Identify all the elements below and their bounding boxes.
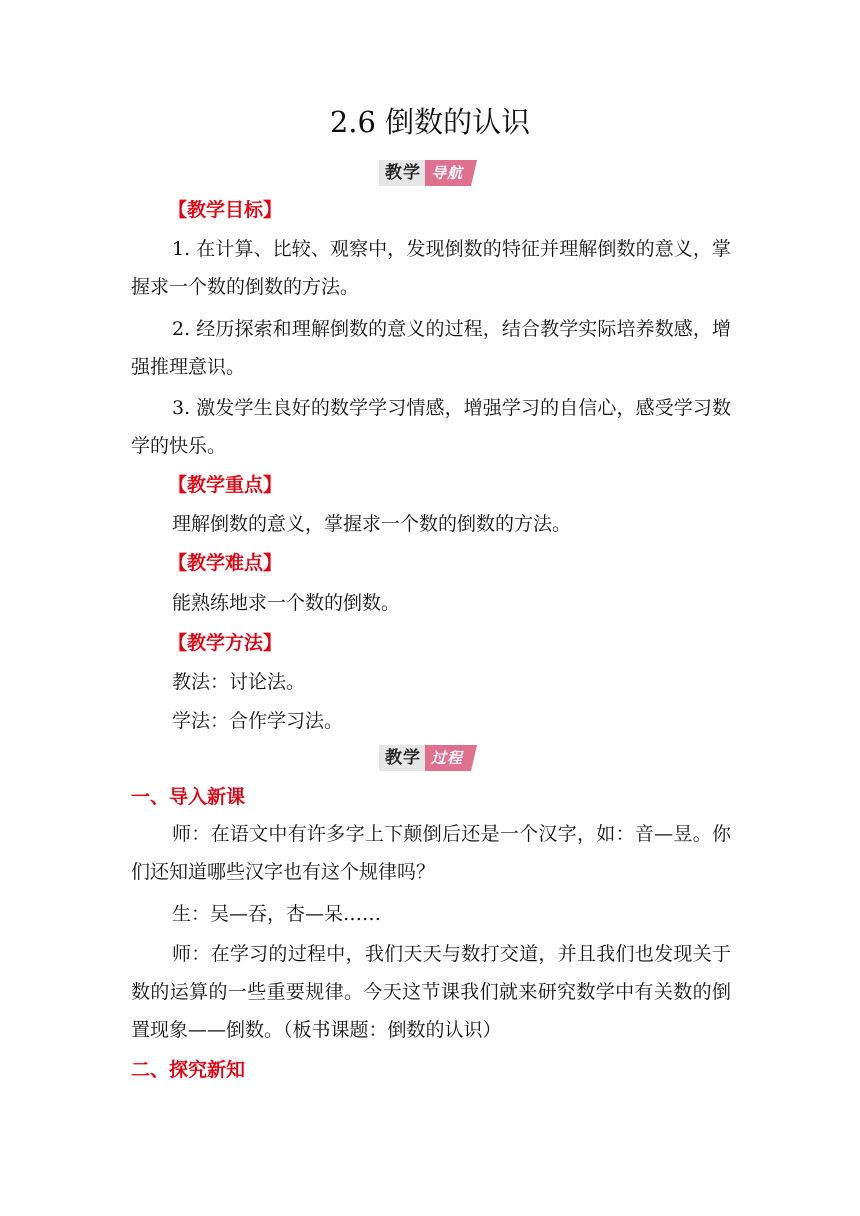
badge-label-right: 导航 <box>425 160 471 186</box>
goal-item-1: 1. 在计算、比较、观察中，发现倒数的特征并理解倒数的意义，掌握求一个数的倒数的方法。 <box>131 238 731 298</box>
key-point-heading: 【教学重点】 <box>168 474 283 496</box>
part-2-heading: 二、探究新知 <box>131 1059 246 1081</box>
key-point-text: 理解倒数的意义，掌握求一个数的倒数的方法。 <box>172 513 572 535</box>
part-1-heading: 一、导入新课 <box>131 786 246 808</box>
difficulty-heading: 【教学难点】 <box>168 552 283 574</box>
teaching-method-text: 教法：讨论法。 <box>172 671 306 693</box>
learning-method-text: 学法：合作学习法。 <box>172 710 344 732</box>
goal-item-2: 2. 经历探索和理解倒数的意义的过程，结合教学实际培养数感，增强推理意识。 <box>131 318 731 378</box>
difficulty-text: 能熟练地求一个数的倒数。 <box>172 592 401 614</box>
page-title: 2.6 倒数的认识 <box>329 105 531 139</box>
dialogue-teacher-1: 师：在语文中有许多字上下颠倒后还是一个汉字，如：音—昱。你们还知道哪些汉字也有这个规律吗？ <box>131 823 731 883</box>
teaching-guide-badge <box>379 160 471 186</box>
method-heading: 【教学方法】 <box>168 632 283 654</box>
goal-heading: 【教学目标】 <box>168 199 283 221</box>
badge-label-right: 过程 <box>425 745 471 771</box>
dialogue-teacher-2: 师：在学习的过程中，我们天天与数打交道，并且我们也发现关于数的运算的一些重要规律。今天这节课我们就来研究数学中有关数的倒置现象——倒数。（板书课题：倒数的认识） <box>131 943 731 1041</box>
dialogue-student-1: 生：吴—吞，杏—呆…… <box>172 903 382 925</box>
goal-item-3: 3. 激发学生良好的数学学习情感，增强学习的自信心，感受学习数学的快乐。 <box>131 397 731 457</box>
teaching-process-badge <box>379 745 471 771</box>
badge-label-left: 教学 <box>379 160 425 186</box>
badge-label-left: 教学 <box>379 745 425 771</box>
